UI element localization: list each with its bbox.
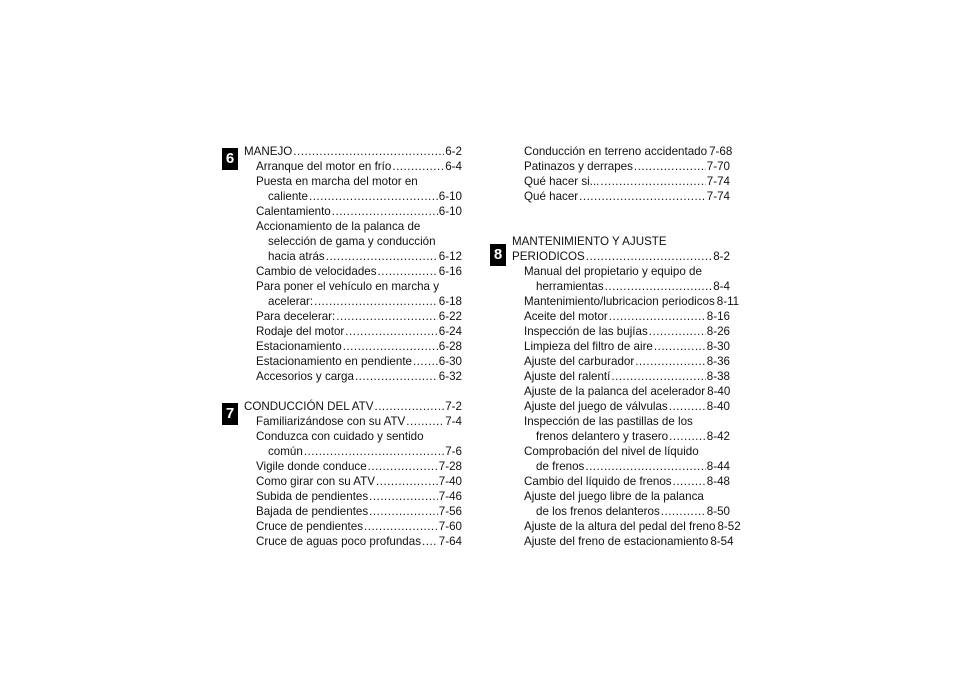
dot-leader bbox=[369, 489, 438, 504]
toc-entry-text: Conduzca con cuidado y sentido bbox=[256, 430, 424, 443]
dot-leader bbox=[609, 309, 706, 324]
toc-entry[interactable] bbox=[244, 474, 462, 489]
toc-entry[interactable] bbox=[512, 309, 730, 324]
toc-entry-text: Patinazos y derrapes bbox=[524, 160, 633, 173]
dot-leader bbox=[345, 324, 437, 339]
dot-leader bbox=[368, 459, 438, 474]
dot-leader bbox=[661, 504, 706, 519]
toc-entry-text: Cruce de pendientes bbox=[256, 520, 363, 533]
toc-page-number: 7-60 bbox=[438, 520, 462, 533]
toc-page-number: 8-16 bbox=[706, 310, 730, 323]
toc-entry-text: Inspección de las pastillas de los bbox=[524, 415, 693, 428]
toc-entry-text: Manual del propietario y equipo de bbox=[524, 265, 702, 278]
dot-leader bbox=[364, 519, 438, 534]
toc-page-number: 8-40 bbox=[707, 385, 731, 398]
toc-entry-text: Mantenimiento/lubricacion periodicos bbox=[524, 295, 715, 308]
dot-leader bbox=[654, 339, 706, 354]
toc-entry-text: Familiarizándose con su ATV bbox=[256, 415, 406, 428]
toc-entry-text: Qué hacer si... bbox=[524, 175, 600, 188]
toc-entry[interactable] bbox=[244, 339, 462, 354]
toc-entry-text: acelerar: bbox=[268, 295, 314, 308]
toc-entry[interactable] bbox=[512, 534, 734, 549]
dot-leader bbox=[579, 189, 706, 204]
toc-page-number: 8-40 bbox=[706, 400, 730, 413]
toc-entry[interactable] bbox=[244, 324, 462, 339]
toc-entry[interactable] bbox=[512, 189, 730, 204]
dot-leader bbox=[585, 459, 705, 474]
toc-page-number: 6-22 bbox=[438, 310, 462, 323]
toc-entry[interactable] bbox=[512, 384, 730, 399]
toc-entry-text: Subida de pendientes bbox=[256, 490, 369, 503]
toc-entry-text: Calentamiento bbox=[256, 205, 331, 218]
toc-page-number: 7-74 bbox=[706, 190, 730, 203]
toc-entry[interactable] bbox=[244, 459, 462, 474]
toc-page-number: 6-16 bbox=[438, 265, 462, 278]
toc-entry-text: de los frenos delanteros bbox=[536, 505, 660, 518]
toc-entry[interactable] bbox=[512, 399, 730, 414]
toc-entry[interactable] bbox=[244, 429, 462, 459]
toc-entry-text: herramientas bbox=[536, 280, 604, 293]
toc-entry[interactable] bbox=[244, 264, 462, 279]
toc-page-number: 6-24 bbox=[438, 325, 462, 338]
toc-entry[interactable] bbox=[512, 354, 730, 369]
toc-entry-text: Ajuste del freno de estacionamiento bbox=[524, 535, 709, 548]
toc-entry[interactable] bbox=[244, 174, 462, 204]
toc-entry-text: Vigile donde conduce bbox=[256, 460, 367, 473]
toc-entry-text: Ajuste del juego de válvulas bbox=[524, 400, 668, 413]
toc-entry[interactable] bbox=[244, 414, 462, 429]
toc-column-left bbox=[225, 144, 462, 549]
toc-heading[interactable]: MANTENIMIENTO Y AJUSTE PERIODICOS ..... 8-2 bbox=[512, 234, 730, 264]
toc-page-number: 8-42 bbox=[706, 430, 730, 443]
toc-entry[interactable] bbox=[512, 264, 730, 294]
toc-page-number: 7-68 bbox=[709, 145, 733, 158]
toc-entry-text: hacia atrás bbox=[268, 250, 325, 263]
toc-page-number: 8-30 bbox=[706, 340, 730, 353]
toc-entry-text: Para poner el vehículo en marcha y bbox=[256, 280, 440, 293]
toc-page-number: 7-70 bbox=[706, 160, 730, 173]
dot-leader bbox=[600, 174, 705, 189]
toc-entry-text: Para decelerar: bbox=[256, 310, 336, 323]
toc-section-7 bbox=[225, 399, 462, 549]
dot-leader bbox=[634, 159, 706, 174]
toc-entry[interactable] bbox=[244, 369, 462, 384]
dot-leader bbox=[309, 189, 438, 204]
toc-page-number: 7-74 bbox=[706, 175, 730, 188]
toc-entry[interactable] bbox=[244, 279, 462, 309]
toc-entry[interactable] bbox=[244, 519, 462, 534]
dot-leader bbox=[392, 159, 444, 174]
toc-page-number: 6-28 bbox=[438, 340, 462, 353]
dot-leader bbox=[673, 474, 706, 489]
toc-entry-text: de frenos bbox=[536, 460, 585, 473]
toc-entry[interactable] bbox=[512, 324, 730, 339]
toc-page-number: 6-10 bbox=[438, 205, 462, 218]
toc-page-number: 6-10 bbox=[438, 190, 462, 203]
toc-page-number: 8-11 bbox=[716, 295, 740, 308]
dot-leader bbox=[605, 279, 713, 294]
toc-entry-text: Estacionamiento bbox=[256, 340, 342, 353]
toc-entry[interactable] bbox=[244, 354, 462, 369]
toc-entry-text: Arranque del motor en frío bbox=[256, 160, 392, 173]
toc-entry[interactable] bbox=[512, 339, 730, 354]
toc-page-number: 6-32 bbox=[438, 370, 462, 383]
toc-page-number: 8-26 bbox=[706, 325, 730, 338]
toc-entry-text: Cambio del líquido de frenos bbox=[524, 475, 672, 488]
section-marker-6: 6 bbox=[222, 148, 238, 170]
toc-entry[interactable] bbox=[244, 219, 462, 264]
toc-entry[interactable] bbox=[512, 444, 730, 474]
toc-entry-text: Como girar con su ATV bbox=[256, 475, 375, 488]
toc-entry-text: Ajuste de la palanca del acelerador bbox=[524, 385, 706, 398]
toc-page-number: 8-54 bbox=[710, 535, 734, 548]
toc-entry[interactable] bbox=[512, 159, 730, 174]
toc-entry[interactable] bbox=[512, 144, 733, 159]
toc-entry-text: Aceite del motor bbox=[524, 310, 608, 323]
dot-leader bbox=[304, 444, 444, 459]
toc-entry-text: Bajada de pendientes bbox=[256, 505, 369, 518]
toc-entry-text: frenos delantero y trasero bbox=[536, 430, 669, 443]
toc-page-number: 8-38 bbox=[706, 370, 730, 383]
dot-leader bbox=[422, 534, 438, 549]
toc-entry-text: Cruce de aguas poco profundas bbox=[256, 535, 422, 548]
toc-page-number: 7-46 bbox=[438, 490, 462, 503]
toc-page-number: 8-44 bbox=[706, 460, 730, 473]
toc-entry-text: Accesorios y carga bbox=[256, 370, 354, 383]
toc-entry[interactable] bbox=[512, 489, 730, 519]
toc-entry[interactable] bbox=[512, 519, 741, 534]
toc-page-number: 7-6 bbox=[445, 445, 462, 458]
toc-entry-text: Comprobación del nivel de líquido bbox=[524, 445, 699, 458]
toc-entry[interactable] bbox=[512, 474, 730, 489]
dot-leader bbox=[326, 249, 438, 264]
toc-entry-text: Conducción en terreno accidentado bbox=[524, 145, 708, 158]
toc-page-number: 6-12 bbox=[438, 250, 462, 263]
toc-entry[interactable] bbox=[244, 489, 462, 504]
toc-section-8 bbox=[493, 234, 741, 549]
toc-entry-text: selección de gama y conducción bbox=[268, 235, 436, 248]
toc-page-number: 7-40 bbox=[438, 475, 462, 488]
toc-entry[interactable] bbox=[512, 294, 740, 309]
toc-entry-text: Ajuste del ralentí bbox=[524, 370, 611, 383]
toc-page-number: 6-4 bbox=[445, 160, 462, 173]
toc-section-6 bbox=[225, 144, 462, 384]
dot-leader bbox=[376, 474, 438, 489]
toc-entry-text: Inspección de las bujías bbox=[524, 325, 648, 338]
section-marker-7: 7 bbox=[222, 403, 238, 425]
dot-leader bbox=[649, 324, 706, 339]
toc-heading[interactable]: CONDUCCIÓN DEL ATV ..... 7-2 bbox=[244, 399, 462, 414]
dot-leader bbox=[369, 504, 438, 519]
toc-entry[interactable] bbox=[512, 174, 730, 189]
toc-entry-text: caliente bbox=[268, 190, 308, 203]
toc-entry-text: Qué hacer bbox=[524, 190, 579, 203]
toc-entry[interactable] bbox=[244, 159, 462, 174]
toc-page-number: 7-28 bbox=[438, 460, 462, 473]
toc-page-number: 7-64 bbox=[438, 535, 462, 548]
toc-entry[interactable] bbox=[244, 504, 462, 519]
toc-section-7-continued bbox=[512, 144, 733, 204]
toc-entry-text: Ajuste de la altura del pedal del freno bbox=[524, 520, 716, 533]
toc-page-number: 8-50 bbox=[706, 505, 730, 518]
toc-page-number: 7-56 bbox=[438, 505, 462, 518]
dot-leader bbox=[635, 354, 706, 369]
toc-column-right bbox=[493, 144, 741, 549]
dot-leader bbox=[314, 294, 438, 309]
dot-leader bbox=[332, 204, 438, 219]
toc-page-number: 8-52 bbox=[717, 520, 741, 533]
toc-entry-text: Ajuste del juego libre de la palanca bbox=[524, 490, 704, 503]
toc-page-number: 8-4 bbox=[713, 280, 730, 293]
toc-heading[interactable]: MANEJO ..... 6-2 bbox=[244, 144, 462, 159]
dot-leader bbox=[669, 399, 706, 414]
toc-page-number: 6-30 bbox=[438, 355, 462, 368]
toc-entry-text: Rodaje del motor bbox=[256, 325, 345, 338]
dot-leader bbox=[343, 339, 438, 354]
dot-leader bbox=[378, 264, 438, 279]
toc-entry[interactable] bbox=[512, 369, 730, 384]
toc-entry[interactable] bbox=[244, 309, 462, 324]
toc-page-number: 8-36 bbox=[706, 355, 730, 368]
toc-entry-text: Estacionamiento en pendiente bbox=[256, 355, 412, 368]
toc-entry-text: Cambio de velocidades bbox=[256, 265, 377, 278]
toc-entry-text: común bbox=[268, 445, 303, 458]
dot-leader bbox=[336, 309, 438, 324]
dot-leader bbox=[406, 414, 444, 429]
toc-page-number: 6-18 bbox=[438, 295, 462, 308]
toc-entry-text: Ajuste del carburador bbox=[524, 355, 635, 368]
dot-leader bbox=[413, 354, 438, 369]
toc-entry-text: Puesta en marcha del motor en bbox=[256, 175, 418, 188]
toc-page-number: 8-48 bbox=[706, 475, 730, 488]
toc-page-number: 7-4 bbox=[445, 415, 462, 428]
toc-entry[interactable] bbox=[244, 534, 462, 549]
toc-entry-text: Accionamiento de la palanca de bbox=[256, 220, 421, 233]
toc-entry[interactable] bbox=[244, 204, 462, 219]
dot-leader bbox=[611, 369, 705, 384]
toc-entry-text: Limpieza del filtro de aire bbox=[524, 340, 653, 353]
dot-leader bbox=[669, 429, 706, 444]
section-marker-8: 8 bbox=[490, 244, 506, 266]
toc-entry[interactable] bbox=[512, 414, 730, 444]
dot-leader bbox=[355, 369, 438, 384]
